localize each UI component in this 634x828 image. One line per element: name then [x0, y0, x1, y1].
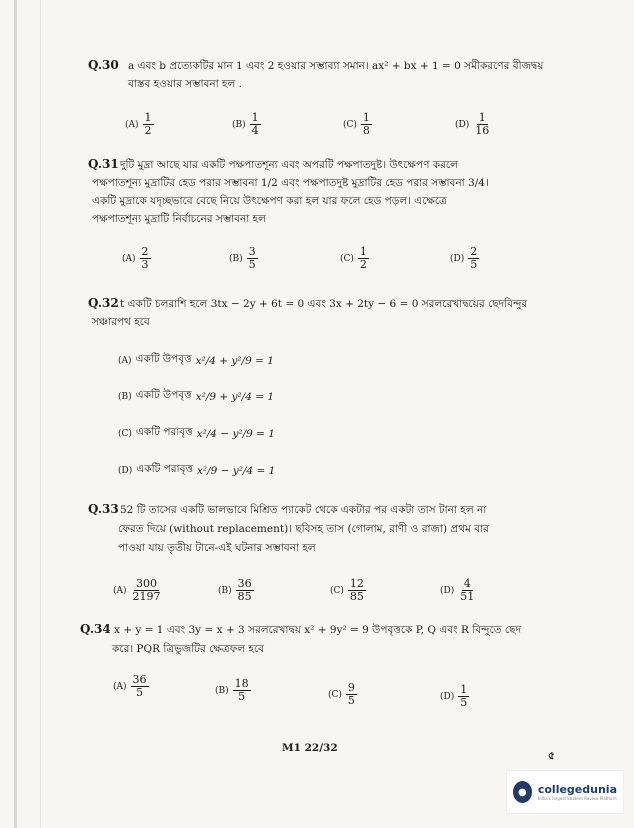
q34-option-c[interactable]: (C) $\frac{9}{5}$ — [328, 681, 355, 707]
q31-option-a[interactable]: (A) $\frac{2}{3}$ — [122, 245, 149, 271]
page-number: ৫ — [548, 750, 555, 762]
q34-line2: করে। PQR ত্রিভুজটির ক্ষেত্রফল হবে — [112, 643, 265, 655]
q31-number: Q.31 — [88, 157, 119, 171]
q33-line1: 52 টি তাসের একটি ভালভাবে মিশ্রিত প্যাকেট থেকে একটার পর একটা তাস টানা হল না — [120, 504, 487, 516]
q31-option-c[interactable]: (C) $\frac{1}{2}$ — [340, 245, 367, 271]
q34-option-d[interactable]: (D) $\frac{1}{5}$ — [440, 683, 468, 709]
q30-option-a[interactable]: (A) $\frac{1}{2}$ — [125, 111, 152, 137]
q32-option-d[interactable]: (D) একটি পরাবৃত্ত x²/9 − y²/4 = 1 — [118, 463, 276, 477]
q32-line1: t একটি চলরাশি হলে 3tx − 2y + 6t = 0 এবং 3x + 2ty − 6 = 0 সরলরেখাদ্বয়ের ছেদবিন্দুর — [120, 298, 528, 310]
margin-line — [40, 0, 41, 828]
q32-line2: সঞ্চারপথ হবে — [92, 316, 150, 328]
q31-line1: দুটি মুদ্রা আছে যার একটি পক্ষপাতশূন্য এবং অপরটি পক্ষপাতদুষ্ট। উৎক্ষেপণ করলে — [120, 159, 458, 171]
q30-number: Q.30 — [88, 58, 119, 72]
q32-option-a[interactable]: (A) একটি উপবৃত্ত x²/4 + y²/9 = 1 — [118, 353, 274, 367]
q30-option-c[interactable]: (C) $\frac{1}{8}$ — [343, 111, 370, 137]
page-code: M1 22/32 — [282, 742, 338, 754]
binding-margin — [14, 0, 17, 828]
q31-line4: পক্ষপাতশূন্য মুদ্রাটি নির্বাচনের সম্ভাবনা হল — [92, 213, 267, 225]
q30-line1: a এবং b প্রত্যেকটির মান 1 এবং 2 হওয়ার সম্ভাব্যা সমান। ax² + bx + 1 = 0 সমীকরণের বীজদ্বয় — [128, 60, 544, 72]
brand-watermark[interactable] — [506, 770, 624, 814]
q32-number: Q.32 — [88, 296, 119, 310]
q31-line3: একটি মুদ্রাকে যদৃচ্ছভাবে বেছে নিয়ে উৎক্ষেপণ করা হল যার ফলে হেড পড়ল। এক্ষেত্রে — [92, 195, 447, 207]
q33-line3: পাওয়া যায় তৃতীয় টানে-এই ঘটনার সম্ভাবনা হল — [118, 542, 316, 554]
q34-option-a[interactable]: (A) $\frac{36}{5}$ — [113, 673, 147, 699]
q33-number: Q.33 — [88, 502, 119, 516]
q33-option-b[interactable]: (B) $\frac{36}{85}$ — [218, 577, 252, 603]
brand-tagline: India's largest Student Review Platform — [537, 796, 617, 801]
q30-option-b[interactable]: (B) $\frac{1}{4}$ — [232, 111, 259, 137]
q31-line2: পক্ষপাতশূন্য মুদ্রাটির হেড পরার সম্ভাবনা 1/2 এবং পক্ষপাতদুষ্ট মুদ্রাটির হেড পরার সম্ভাবনা 3/4। — [92, 177, 489, 189]
q33-option-a[interactable]: (A) $\frac{300}{2197}$ — [113, 577, 161, 603]
q30-option-d[interactable]: (D) $\frac{1}{16}$ — [455, 111, 490, 137]
graduate-icon: ● — [513, 781, 532, 803]
q33-line2: ফেরত দিয়ে (without replacement)। ছবিসহ তাস (গোলাম, রাণী ও রাজা) প্রথম বার — [118, 523, 489, 535]
q30-line2: বাস্তব হওয়ার সম্ভাবনা হল . — [128, 78, 243, 90]
q33-option-c[interactable]: (C) $\frac{12}{85}$ — [330, 577, 364, 603]
q34-number: Q.34 — [80, 622, 111, 636]
brand-name: collegedunia — [537, 783, 617, 796]
q32-option-c[interactable]: (C) একটি পরাবৃত্ত x²/4 − y²/9 = 1 — [118, 426, 275, 440]
q32-option-b[interactable]: (B) একটি উপবৃত্ত x²/9 + y²/4 = 1 — [118, 389, 275, 403]
q34-option-b[interactable]: (B) $\frac{18}{5}$ — [215, 677, 249, 703]
q31-option-d[interactable]: (D) $\frac{2}{5}$ — [450, 245, 478, 271]
q31-option-b[interactable]: (B) $\frac{3}{5}$ — [229, 245, 256, 271]
q34-line1: x + y = 1 এবং 3y = x + 3 সরলরেখাদ্বয় x² + 9y² = 9 উপবৃত্তকে P, Q এবং R বিন্দুতে ছেদ — [114, 624, 522, 636]
q33-option-d[interactable]: (D) $\frac{4}{51}$ — [440, 577, 475, 603]
